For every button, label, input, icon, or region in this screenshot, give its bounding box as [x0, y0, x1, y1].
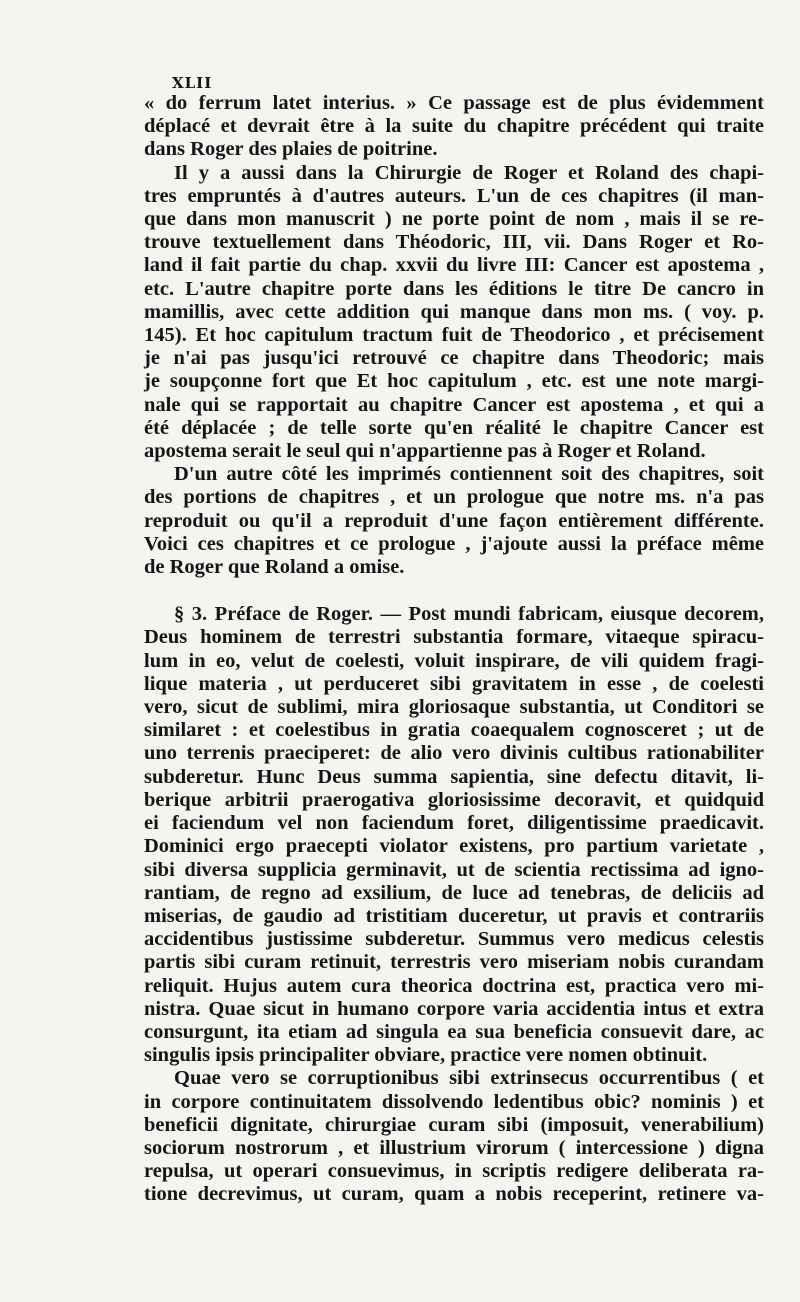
text-line: été déplacée ; de telle sorte qu'en réalité le chapitre Cancer est — [144, 416, 764, 439]
text-line: tres empruntés à d'autres auteurs. L'un de ces chapitres (il man- — [144, 184, 764, 207]
text-line: reliquit. Hujus autem cura theorica doctrina est, practica vero mi- — [144, 974, 764, 997]
text-line: dans Roger des plaies de poitrine. — [144, 138, 438, 161]
text-line: consurgunt, ita etiam ad singula ea sua beneficia consuevit dare, ac — [144, 1020, 764, 1043]
text-line: je n'ai pas jusqu'ici retrouvé ce chapitre dans Theodoric; mais — [144, 347, 764, 370]
text-line: Quae vero se corruptionibus sibi extrinsecus occurrentibus ( et — [174, 1067, 764, 1090]
text-line: in corpore continuitatem dissolvendo ledentibus obic? nominis ) et — [144, 1090, 764, 1113]
text-line: des portions de chapitres , et un prologue que notre ms. n'a pas — [144, 486, 764, 509]
text-line: apostema serait le seul qui n'appartienne pas à Roger et Roland. — [144, 440, 706, 463]
text-line: déplacé et devrait être à la suite du chapitre précédent qui traite — [144, 115, 764, 138]
text-line: Voici ces chapitres et ce prologue , j'ajoute aussi la préface même — [144, 532, 764, 555]
text-line: singulis ipsis principaliter obviare, practice vere nomen obtinuit. — [144, 1044, 708, 1067]
paragraph-5 — [144, 1067, 764, 1206]
text-line: berique arbitrii praerogativa gloriosissime decoravit, et quidquid — [144, 788, 764, 811]
text-line: similaret : et coelestibus in gratia coaequalem cognosceret ; ut de — [144, 719, 764, 742]
text-line: uno terrenis praeciperet: de alio vero divinis cultibus rationabiliter — [144, 742, 764, 765]
section-gap — [144, 579, 764, 603]
text-line: vero, sicut de sublimi, mira gloriosaque substantia, ut Conditori se — [144, 696, 764, 719]
text-line: accidentibus justissime subderetur. Summus vero medicus celestis — [144, 928, 764, 951]
text-line: « do ferrum latet interius. » Ce passage est de plus évidemment — [144, 92, 764, 114]
text-line: lique materia , ut perduceret sibi gravitatem in esse , de coelesti — [144, 672, 764, 695]
text-line: de Roger que Roland a omise. — [144, 556, 405, 579]
text-line: repulsa, ut operari consuevimus, in scriptis redigere deliberata ra- — [144, 1160, 764, 1183]
text-line: miserias, de gaudio ad tristitiam duceretur, ut pravis et contrariis — [144, 904, 764, 927]
text-line: § 3. Préface de Roger. — Post mundi fabricam, eiusque decorem, — [174, 603, 764, 626]
text-line: Il y a aussi dans la Chirurgie de Roger et Roland des chapi- — [174, 161, 764, 184]
paragraph-4 — [144, 603, 764, 1067]
text-line: tione decrevimus, ut curam, quam a nobis receperint, retinere va- — [144, 1183, 764, 1206]
text-line: ei faciendum vel non faciendum foret, diligentissime praedicavit. — [144, 812, 764, 835]
text-line: etc. L'autre chapitre porte dans les éditions le titre De cancro in — [144, 277, 764, 300]
text-line: D'un autre côté les imprimés contiennent soit des chapitres, soit — [174, 463, 764, 486]
text-line: Deus hominem de terrestri substantia formare, vitaeque spiracu- — [144, 626, 764, 649]
text-line: subderetur. Hunc Deus summa sapientia, sine defectu ditavit, li- — [144, 765, 764, 788]
text-line: nistra. Quae sicut in humano corpore varia accidentia intus et extra — [144, 997, 764, 1020]
text-line: je soupçonne fort que Et hoc capitulum , etc. est une note margi- — [144, 370, 764, 393]
text-line: sibi diversa supplicia germinavit, ut de scientia rectissima ad igno- — [144, 858, 764, 881]
text-line: trouve textuellement dans Théodoric, III, vii. Dans Roger et Ro- — [144, 231, 764, 254]
paragraph-2 — [144, 162, 764, 464]
text-line: que dans mon manuscrit ) ne porte point de nom , mais il se re- — [144, 208, 764, 231]
text-line: partis sibi curam retinuit, terrestris vero miseriam nobis curandam — [144, 951, 764, 974]
text-line: land il fait partie du chap. xxvii du livre III: Cancer est apostema , — [144, 254, 764, 277]
text-line: 145). Et hoc capitulum tractum fuit de Theodorico , et précisement — [144, 324, 764, 347]
page-number: XLII — [172, 74, 213, 92]
text-line: rantiam, de regno ad exsilium, de luce ad tenebras, de deliciis ad — [144, 881, 764, 904]
text-line: Dominici ergo praecepti violator existens, pro partium varietate , — [144, 835, 764, 858]
text-line: mamillis, avec cette addition qui manque dans mon ms. ( voy. p. — [144, 300, 764, 323]
text-line: beneficii dignitate, chirurgiae curam sibi (imposuit, venerabilium) — [144, 1113, 764, 1136]
text-line: lum in eo, velut de coelesti, voluit inspirare, de vili quidem fragi- — [144, 649, 764, 672]
text-line: sociorum nostrorum , et illustrium virorum ( intercessione ) digna — [144, 1136, 764, 1159]
paragraph-1 — [144, 92, 764, 162]
paragraph-3 — [144, 463, 764, 579]
body-text — [144, 92, 764, 1207]
text-line: reproduit ou qu'il a reproduit d'une façon entièrement différente. — [144, 509, 764, 532]
text-line: nale qui se rapportait au chapitre Cancer est apostema , et qui a — [144, 393, 764, 416]
